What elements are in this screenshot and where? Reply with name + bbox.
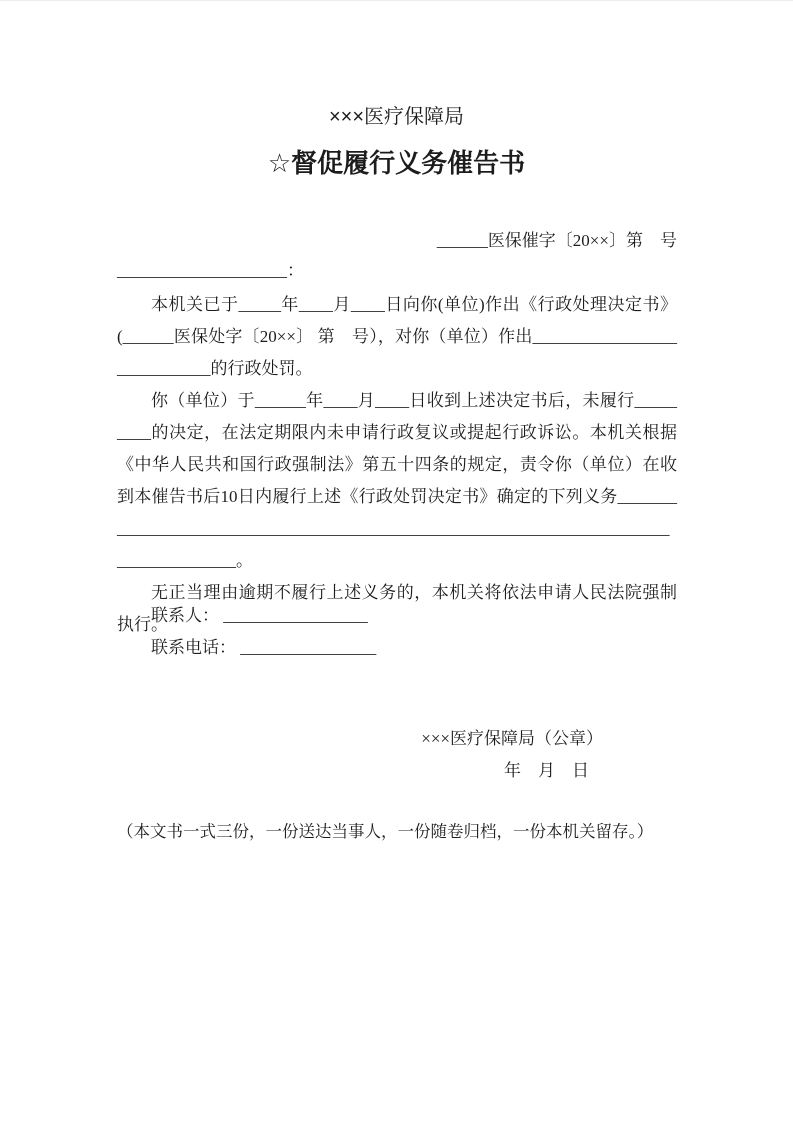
body-paragraph-3: 无正当理由逾期不履行上述义务的，本机关将依法申请人民法院强制执行。	[117, 583, 677, 634]
signature-org-seal-line: ×××医疗保障局（公章）	[421, 729, 603, 748]
body-paragraph-1: 本机关已于_____年____月____日向你(单位)作出《行政处理决定书》(______医保处字〔20××〕 第 号），对你（单位）作出____________________________的行政处罚。	[117, 295, 677, 378]
contact-block	[117, 600, 677, 664]
document-number-line: ______医保催字〔20××〕第 号	[436, 231, 677, 250]
signature-block	[117, 723, 677, 787]
copies-distribution-note: （本文书一式三份，一份送达当事人，一份随卷归档，一份本机关留存。）	[117, 822, 654, 841]
contact-person-line: 联系人： _________________	[151, 606, 368, 625]
addressee-blank-line: ____________________：	[117, 261, 304, 280]
issuing-org-name: ×××医疗保障局	[328, 106, 465, 128]
signature-date-line: 年 月 日	[504, 761, 589, 780]
document-body	[117, 289, 677, 641]
contact-phone-line: 联系电话： ________________	[151, 638, 377, 657]
document-title: ☆督促履行义务催告书	[267, 148, 526, 178]
body-paragraph-2: 你（单位）于______年____月____日收到上述决定书后，未履行_________的决定，在法定期限内未申请行政复议或提起行政诉讼。本机关根据《中华人民共和国行政强制法》第五十四条的规定，责令你（单位）在收到本催告书后10日内履行上述《行政处罚决定书》确定的下列义务______________________________________________________________________________________。	[117, 391, 677, 570]
